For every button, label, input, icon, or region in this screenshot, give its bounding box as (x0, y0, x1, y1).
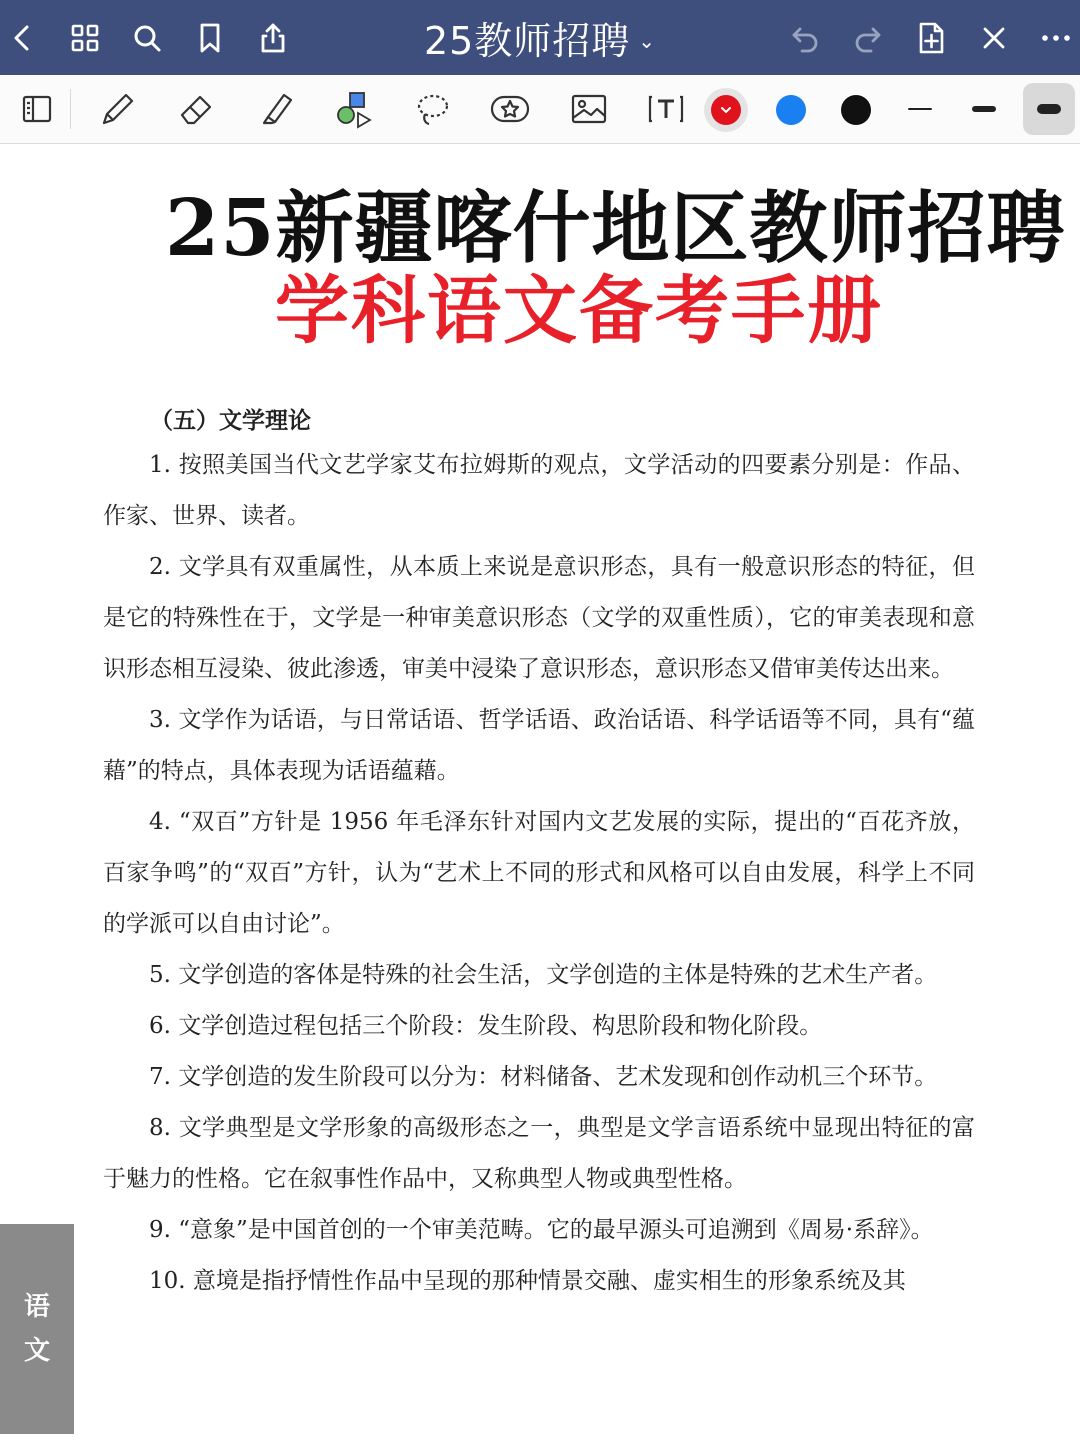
side-tab-chinese[interactable] (0, 1224, 74, 1434)
add-page-icon[interactable] (909, 16, 953, 60)
document-title-text: 25教师招聘 (423, 19, 631, 63)
text-box-icon[interactable] (636, 79, 696, 139)
paragraph: 7. 文学创造的发生阶段可以分为：材料储备、艺术发现和创作动机三个环节。 (149, 1064, 938, 1090)
back-icon[interactable] (0, 16, 44, 60)
reading-mode-icon[interactable] (8, 79, 68, 139)
sticker-icon[interactable] (480, 79, 540, 139)
paragraph: 3. 文学作为话语，与日常话语、哲学话语、政治话语、科学话语等不同，具有“蕴藉”的特点，具体表现为话语蕴藉。 (103, 707, 975, 784)
body-text (103, 440, 975, 1307)
paragraph: 4. “双百”方针是 1956 年毛泽东针对国内文艺发展的实际，提出的“百花齐放，百家争鸣”的“双百”方针，认为“艺术上不同的形式和风格可以自由发展，科学上不同的学派可以自由讨论”。 (103, 809, 975, 937)
page-subtitle: 学科语文备考手册 (275, 268, 883, 354)
shapes-icon[interactable] (324, 79, 384, 139)
chevron-down-icon: ⌄ (638, 28, 657, 53)
highlighter-icon[interactable] (246, 79, 306, 139)
search-icon[interactable] (125, 16, 169, 60)
paragraph: 9. “意象”是中国首创的一个审美范畴。它的最早源头可追溯到《周易·系辞》。 (149, 1217, 934, 1243)
pen-icon[interactable] (86, 79, 146, 139)
section-heading: （五）文学理论 (150, 407, 311, 434)
more-icon[interactable] (1034, 16, 1078, 60)
lasso-icon[interactable] (403, 79, 463, 139)
paragraph: 5. 文学创造的客体是特殊的社会生活，文学创造的主体是特殊的艺术生产者。 (149, 962, 938, 988)
toolbar-divider (70, 89, 71, 129)
page-title: 25新疆喀什地区教师招聘 (165, 183, 1066, 274)
close-icon[interactable] (972, 16, 1016, 60)
document-page[interactable] (0, 144, 1080, 1440)
color-swatch-red[interactable] (711, 95, 741, 125)
document-title[interactable] (340, 0, 740, 75)
bookmark-icon[interactable] (188, 16, 232, 60)
paragraph: 10. 意境是指抒情性作品中呈现的那种情景交融、虚实相生的形象系统及其 (149, 1268, 906, 1294)
stroke-thick-button[interactable] (1023, 83, 1075, 135)
side-tab-char: 文 (23, 1336, 50, 1366)
paragraph: 1. 按照美国当代文艺学家艾布拉姆斯的观点，文学活动的四要素分别是：作品、作家、世界、读者。 (103, 452, 975, 529)
share-icon[interactable] (251, 16, 295, 60)
paragraph: 2. 文学具有双重属性，从本质上来说是意识形态，具有一般意识形态的特征，但是它的特殊性在于，文学是一种审美意识形态（文学的双重性质），它的审美表现和意识形态相互浸染、彼此渗透，审美中浸染了意识形态，意识形态又借审美传达出来。 (103, 554, 975, 682)
grid-icon[interactable] (63, 16, 107, 60)
color-swatch-black[interactable] (841, 95, 871, 125)
stroke-thin-button[interactable] (896, 89, 944, 129)
stroke-medium-button[interactable] (960, 89, 1008, 129)
color-swatch-blue[interactable] (776, 95, 806, 125)
side-tab-char: 语 (23, 1292, 50, 1322)
eraser-icon[interactable] (166, 79, 226, 139)
redo-icon[interactable] (846, 16, 890, 60)
top-nav-bar (0, 0, 1080, 75)
paragraph: 6. 文学创造过程包括三个阶段：发生阶段、构思阶段和物化阶段。 (149, 1013, 823, 1039)
image-icon[interactable] (559, 79, 619, 139)
undo-icon[interactable] (783, 16, 827, 60)
annotation-toolbar (0, 75, 1080, 144)
paragraph: 8. 文学典型是文学形象的高级形态之一，典型是文学言语系统中显现出特征的富于魅力的性格。它在叙事性作品中，又称典型人物或典型性格。 (103, 1115, 975, 1192)
